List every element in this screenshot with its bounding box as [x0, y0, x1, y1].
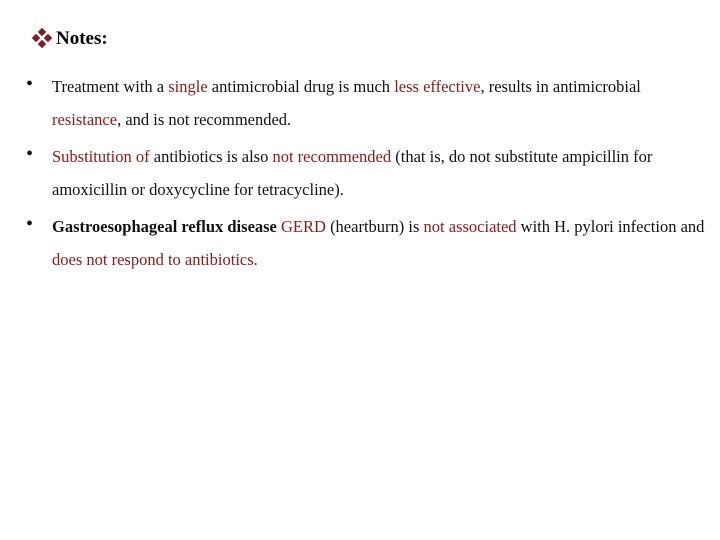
bullet-dot-icon: • — [26, 213, 34, 235]
notes-bullet-list — [26, 70, 706, 280]
bullet-text: Substitution of antibiotics is also not recommended (that is, do not substitute ampicillin for amoxicillin or doxycycline for tetracycline). — [52, 147, 653, 199]
diamond-bullet-icon — [30, 28, 54, 50]
bullet-item — [26, 70, 706, 136]
bullet-dot-icon: • — [26, 143, 34, 165]
bullet-item — [26, 210, 706, 276]
bullet-text: Gastroesophageal reflux disease GERD (heartburn) is not associated with H. pylori infection and does not respond to antibiotics. — [52, 217, 705, 269]
bullet-text: Treatment with a single antimicrobial drug is much less effective, results in antimicrobial resistance, and is not recommended. — [52, 77, 641, 129]
bullet-dot-icon: • — [26, 73, 34, 95]
notes-heading — [30, 28, 108, 50]
bullet-item — [26, 140, 706, 206]
notes-heading-text: Notes: — [56, 28, 108, 49]
